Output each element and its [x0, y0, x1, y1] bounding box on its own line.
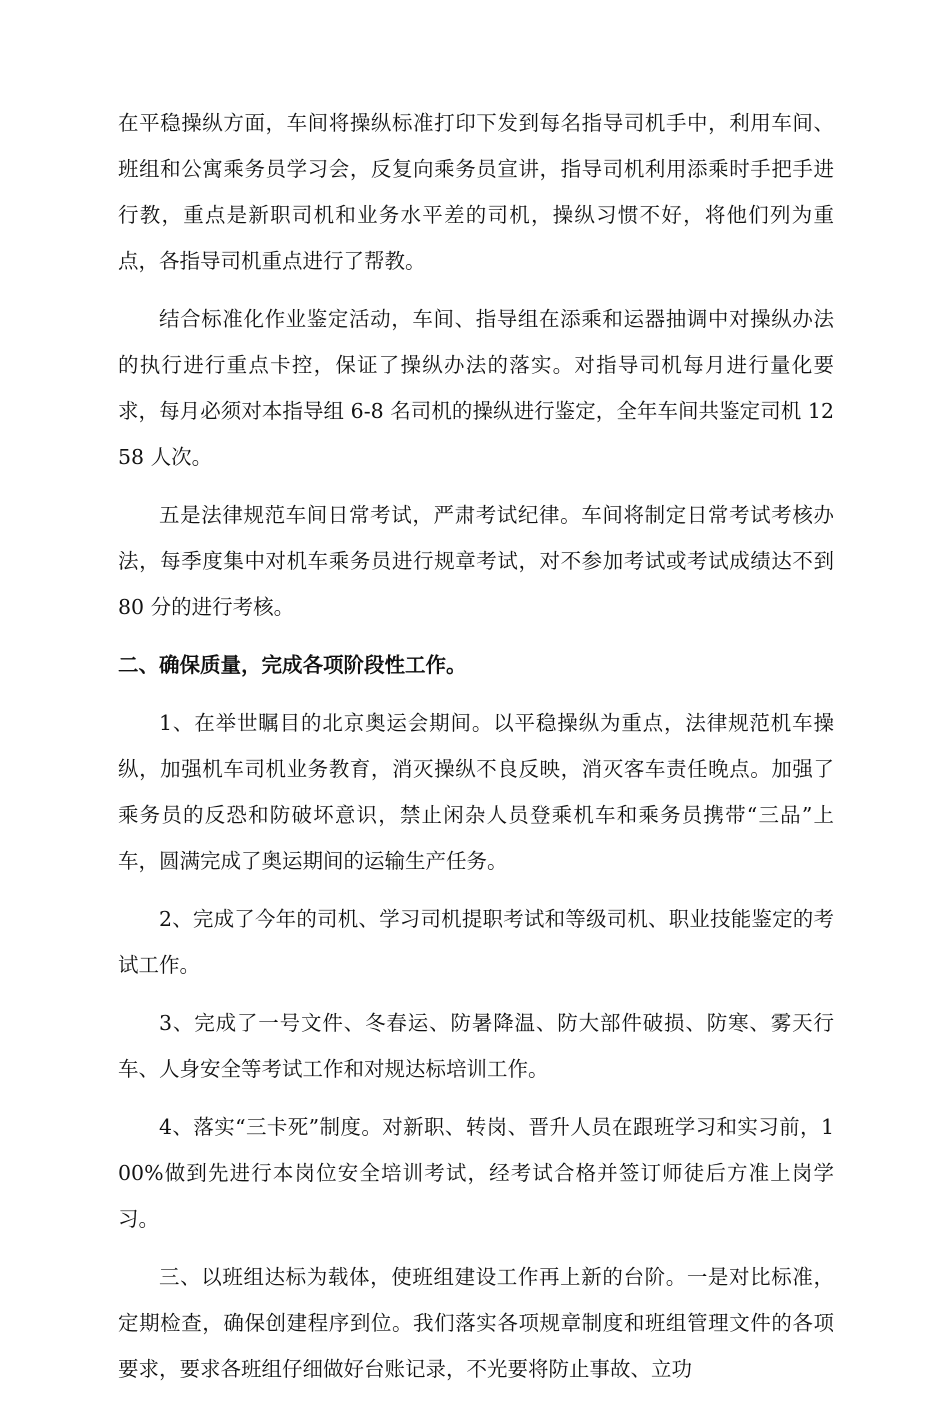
list-item-olympics: 1、在举世瞩目的北京奥运会期间。以平稳操纵为重点，法律规范机车操纵，加强机车司机业务教育，消灭操纵不良反映，消灭客车责任晚点。加强了乘务员的反恐和防破坏意识，禁止闲杂人员登乘机车和乘务员携带“三品”上车，圆满完成了奥运期间的运输生产任务。 [118, 711, 834, 873]
section-heading-2: 二、确保质量，完成各项阶段性工作。 [118, 653, 467, 677]
paragraph-section-3: 三、以班组达标为载体，使班组建设工作再上新的台阶。一是对比标准，定期检查，确保创建程序到位。我们落实各项规章制度和班组管理文件的各项要求，要求各班组仔细做好台账记录，不光要将防止事故、立功 [118, 1265, 834, 1381]
list-item-promotion-exams: 2、完成了今年的司机、学习司机提职考试和等级司机、职业技能鉴定的考试工作。 [118, 907, 834, 977]
list-item-seasonal-exams: 3、完成了一号文件、冬春运、防暑降温、防大部件破损、防寒、雾天行车、人身安全等考试工作和对规达标培训工作。 [118, 1011, 834, 1081]
paragraph-standardized-appraisal: 结合标准化作业鉴定活动，车间、指导组在添乘和运器抽调中对操纵办法的执行进行重点卡控，保证了操纵办法的落实。对指导司机每月进行量化要求，每月必须对本指导组 6-8 名司机的操纵进行鉴定，全年车间共鉴定司机 1258 人次。 [118, 307, 834, 469]
document-body [118, 100, 834, 1404]
paragraph-daily-exams: 五是法律规范车间日常考试，严肃考试纪律。车间将制定日常考试考核办法，每季度集中对机车乘务员进行规章考试，对不参加考试或考试成绩达不到 80 分的进行考核。 [118, 503, 834, 619]
paragraph-smooth-operation: 在平稳操纵方面，车间将操纵标准打印下发到每名指导司机手中，利用车间、班组和公寓乘务员学习会，反复向乘务员宣讲，指导司机利用添乘时手把手进行教，重点是新职司机和业务水平差的司机，操纵习惯不好，将他们列为重点，各指导司机重点进行了帮教。 [118, 111, 834, 273]
list-item-three-checks: 4、落实“三卡死”制度。对新职、转岗、晋升人员在跟班学习和实习前，100%做到先进行本岗位安全培训考试，经考试合格并签订师徒后方准上岗学习。 [118, 1115, 834, 1231]
